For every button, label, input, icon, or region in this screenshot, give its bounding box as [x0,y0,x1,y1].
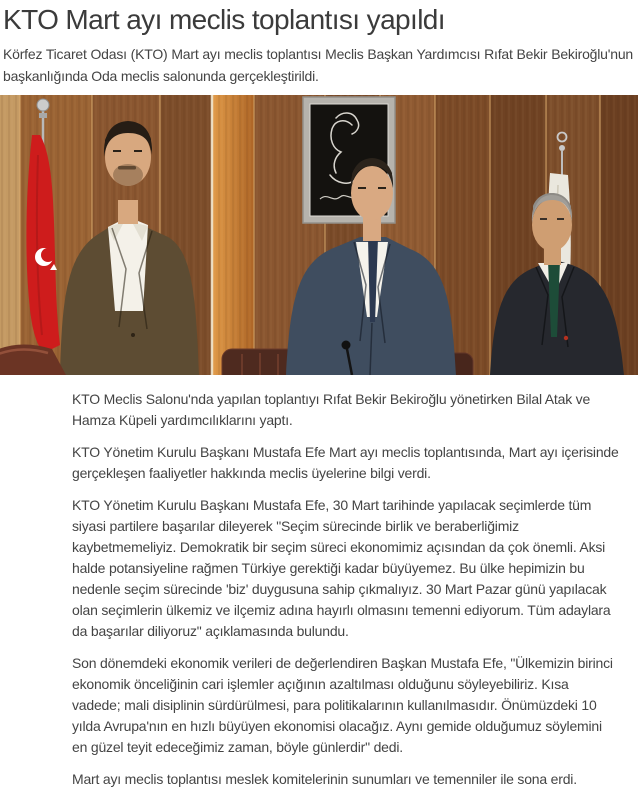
article-body [72,389,620,790]
article-lead: Körfez Ticaret Odası (KTO) Mart ayı meclis toplantısı Meclis Başkan Yardımcısı Rıfat Bekir Bekiroğlu'nun başkanlığında Oda meclis salonunda gerçekleştirildi. [3,46,633,84]
article-paragraph: Mart ayı meclis toplantısı meslek komitelerinin sunumları ve temenniler ile sona erdi. [72,771,577,787]
article-paragraph: Son dönemdeki ekonomik verileri de değerlendiren Başkan Mustafa Efe, "Ülkemizin birinci ekonomik önceliğinin cari işlemler açığının azaltılması olduğunu söyleyebiliriz. Kısa vadede; mali disiplinin sürdürülmesi, para politikalarının kullanılmasıdır. Önümüzdeki 10 yılda Avrupa'nın en hızlı büyüyen ekonomisi olacağız. Aynı gemide olduğumuz söylemini en güzel teyit edeceğimiz zaman, böyle günlerdir" dedi. [72,655,613,755]
meeting-room-scene [0,95,638,375]
article-paragraph: KTO Meclis Salonu'nda yapılan toplantıyı Rıfat Bekir Bekiroğlu yönetirken Bilal Atak ve Hamza Küpeli yardımcılıklarını yaptı. [72,391,591,428]
article-paragraph: KTO Yönetim Kurulu Başkanı Mustafa Efe, 30 Mart tarihinde yapılacak seçimlerde tüm siyasi partilere başarılar dileyerek "Seçim sürecinde birlik ve beraberliğimiz kaybetmemeliyiz. Demokratik bir seçim süreci ekonomimiz açısından da çok önemli. Aksi halde potansiyeline rağmen Türkiye gerektiği kadar büyüyemez. Bu ülke hepimizin bu nedenle seçim sürecinde 'biz' duygusuna sahip çıkmalıyız. 30 Mart Pazar günü yapılacak olan seçimlerin ülkemiz ve ilçemiz adına hayırlı olmasını temenni ediyorum. Tüm adaylara da başarılar diliyoruz" açıklamasında bulundu. [72,497,611,639]
article-title: KTO Mart ayı meclis toplantısı yapıldı [3,4,445,35]
article-photo [0,95,638,375]
article-paragraph: KTO Yönetim Kurulu Başkanı Mustafa Efe Mart ayı meclis toplantısında, Mart ayı içerisinde gerçekleşen faaliyetler hakkında meclis üyelerine bilgi verdi. [72,444,619,481]
